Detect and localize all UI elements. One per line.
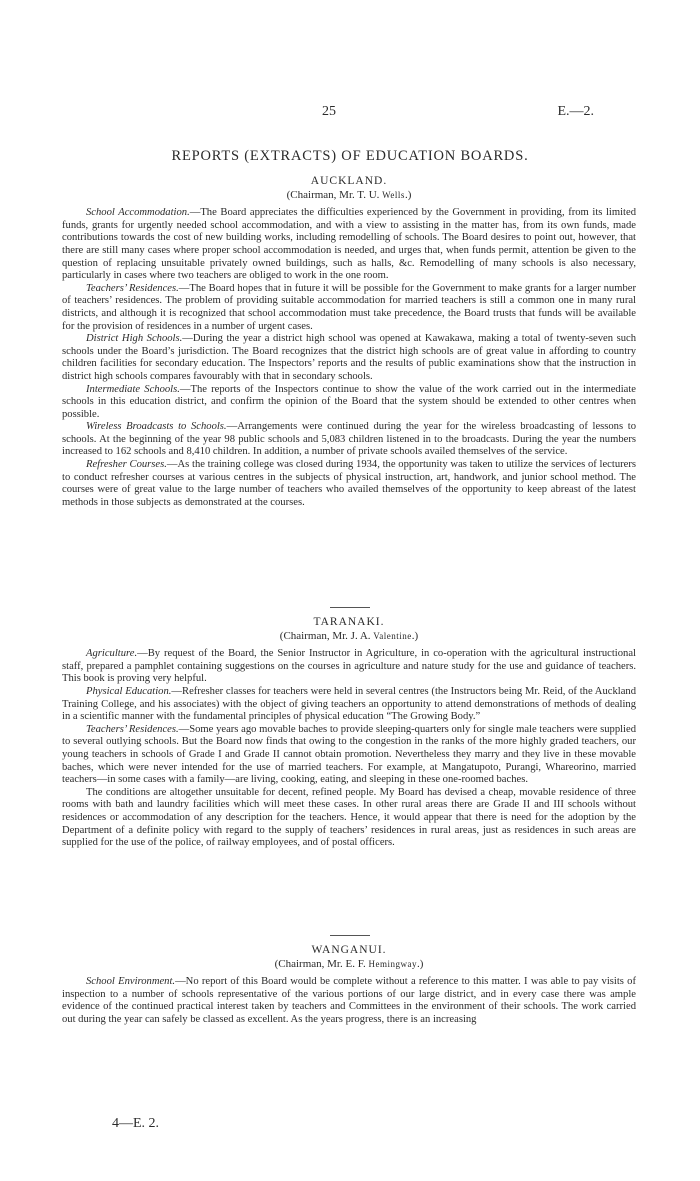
paragraph: Agriculture.—By request of the Board, the Senior Instructor in Agriculture, in co-operation with the agricultural instructional staff, prepared a pamphlet containing suggestions on the courses in agriculture and nature study for the use and guidance of teachers. This book is proving very helpful. — [62, 648, 636, 685]
paragraph-heading: Teachers’ Residences. — [86, 282, 179, 294]
board-name-auckland: AUCKLAND. — [310, 175, 388, 187]
board-name-taranaki: TARANAKI. — [313, 616, 385, 628]
paragraph: Teachers’ Residences.—The Board hopes that in future it will be possible for the Government to make grants for a larger number of teachers’ residences. The problem of providing suitable accommodation for married teachers is still a common one in many rural districts, and although it is recognized that school accommodation must take precedence, the Board trusts that funds will be available for the provision of residences in a number of urgent cases. — [62, 282, 636, 332]
paragraph-heading: District High Schools. — [86, 333, 183, 345]
paragraph-heading: Physical Education. — [86, 685, 172, 697]
paragraph: Wireless Broadcasts to Schools.—Arrangements were continued during the year for the wireless broadcasting of lessons to schools. At the beginning of the year 98 public schools and 5,083 children listened in to the broadcasts. During the year the numbers increased to 162 schools and 8,410 children. In addition, a number of private schools availed themselves of the service. — [62, 421, 636, 458]
chairman-auckland: (Chairman, Mr. T. U. Wells.) — [286, 188, 412, 201]
page-header — [0, 104, 700, 122]
document-code: E.—2. — [557, 104, 594, 119]
signature-mark: 4—E. 2. — [112, 1116, 160, 1131]
paragraph: School Accommodation.—The Board appreciates the difficulties experienced by the Government in providing, from its limited funds, grants for urgently needed school accommodation, and with a view to assisting in the matter has, from its own funds, made contributions towards the cost of new building works, including remodelling of schools. The Board desires to point out, however, that there are still many cases where proper school accommodation is needed, and urges that, when funds permit, attention be given to the question of replacing unsuitable privately owned buildings, such as halls, &c. Remodelling of many schools is also necessary, particularly in cases where two teachers are obliged to work in the one room. — [62, 207, 636, 282]
paragraph: The conditions are altogether unsuitable for decent, refined people. My Board has devised a cheap, movable residence of three rooms with bath and laundry facilities which will meet these cases. In other rural areas there are Grade II and III schools without residences or accommodation of any description for the teachers. Hence, it would appear that there is need for the adoption by the Department of a definite policy with regard to the supply of teachers’ residences in rural areas, just as residences in such areas are supplied for the use of the police, of railway employees, and of postal officers. — [62, 786, 636, 849]
paragraph: Physical Education.—Refresher classes for teachers were held in several centres (the Instructors being Mr. Reid, of the Auckland Training College, and his associates) with the object of giving teachers an opportunity to attend demonstrations of methods of dealing in a scientific manner with the fundamental principles of physical education “The Growing Body.” — [62, 685, 636, 723]
paragraph-heading: Refresher Courses. — [86, 459, 167, 471]
paragraph-heading: School Accommodation. — [86, 207, 190, 219]
paragraph: Intermediate Schools.—The reports of the Inspectors continue to show the value of the work carried out in the intermediate schools in this education district, and confirm the opinion of the Board that the system should be extended to other centres when possible. — [62, 383, 636, 420]
page-title: REPORTS (EXTRACTS) OF EDUCATION BOARDS. — [171, 148, 529, 164]
paragraph: Teachers’ Residences.—Some years ago movable baches to provide sleeping-quarters only for single male teachers were supplied to several outlying schools. But the Board now finds that owing to the congestion in the ranks of the more highly graded teachers, our young teachers in schools of Grade I and Grade II cannot obtain promotion. Nevertheless they marry and they live in these movable baches, which were never intended for the use of married teachers. For example, at Mangatupoto, Purangi, Whareorino, married teachers—in some cases with a family—are living, cooking, eating, and sleeping in these one-roomed baches. — [62, 723, 637, 786]
paragraph-heading: Intermediate Schools. — [86, 383, 180, 395]
chairman-wanganui: (Chairman, Mr. E. F. Hemingway.) — [274, 957, 424, 970]
section-taranaki — [62, 616, 636, 850]
paragraph-heading: Agriculture. — [86, 648, 138, 660]
board-name-wanganui: WANGANUI. — [311, 944, 387, 956]
section-divider — [330, 935, 370, 936]
page-number: 25 — [322, 104, 336, 119]
section-wanganui — [62, 944, 636, 1027]
section-divider — [330, 607, 370, 608]
paragraph-heading: School Environment. — [86, 976, 176, 988]
chairman-taranaki: (Chairman, Mr. J. A. Valentine.) — [279, 629, 419, 642]
paragraph-heading: Wireless Broadcasts to Schools. — [86, 421, 227, 433]
paragraph: Refresher Courses.—As the training college was closed during 1934, the opportunity was taken to utilize the services of lecturers to conduct refresher courses at various centres in the subjects of physical instruction, art, handwork, and junior school method. The courses were of great value to the large number of teachers who availed themselves of the opportunity to keep abreast of the latest methods in those subjects as demonstrated at the courses. — [62, 459, 636, 508]
paragraph: District High Schools.—During the year a district high school was opened at Kawakawa, making a total of twenty-seven such schools under the Board’s jurisdiction. The Board recognizes that the district high schools are of great value in affording to country children facilities for secondary education. The Inspectors’ reports and the results of public examinations show that the instruction in district high schools compares favourably with that in secondary schools. — [62, 333, 636, 382]
paragraph: School Environment.—No report of this Board would be complete without a reference to this matter. I was able to pay visits of inspection to a number of schools representative of the various portions of our large district, and in every case there was ample evidence of the continued practical interest taken by teachers and Committees in the environment of their schools. The work carried out during the year can safely be classed as excellent. As the years progress, there is an increasing — [62, 976, 636, 1025]
section-auckland — [62, 175, 636, 509]
paragraph-heading: Teachers’ Residences. — [86, 723, 179, 735]
